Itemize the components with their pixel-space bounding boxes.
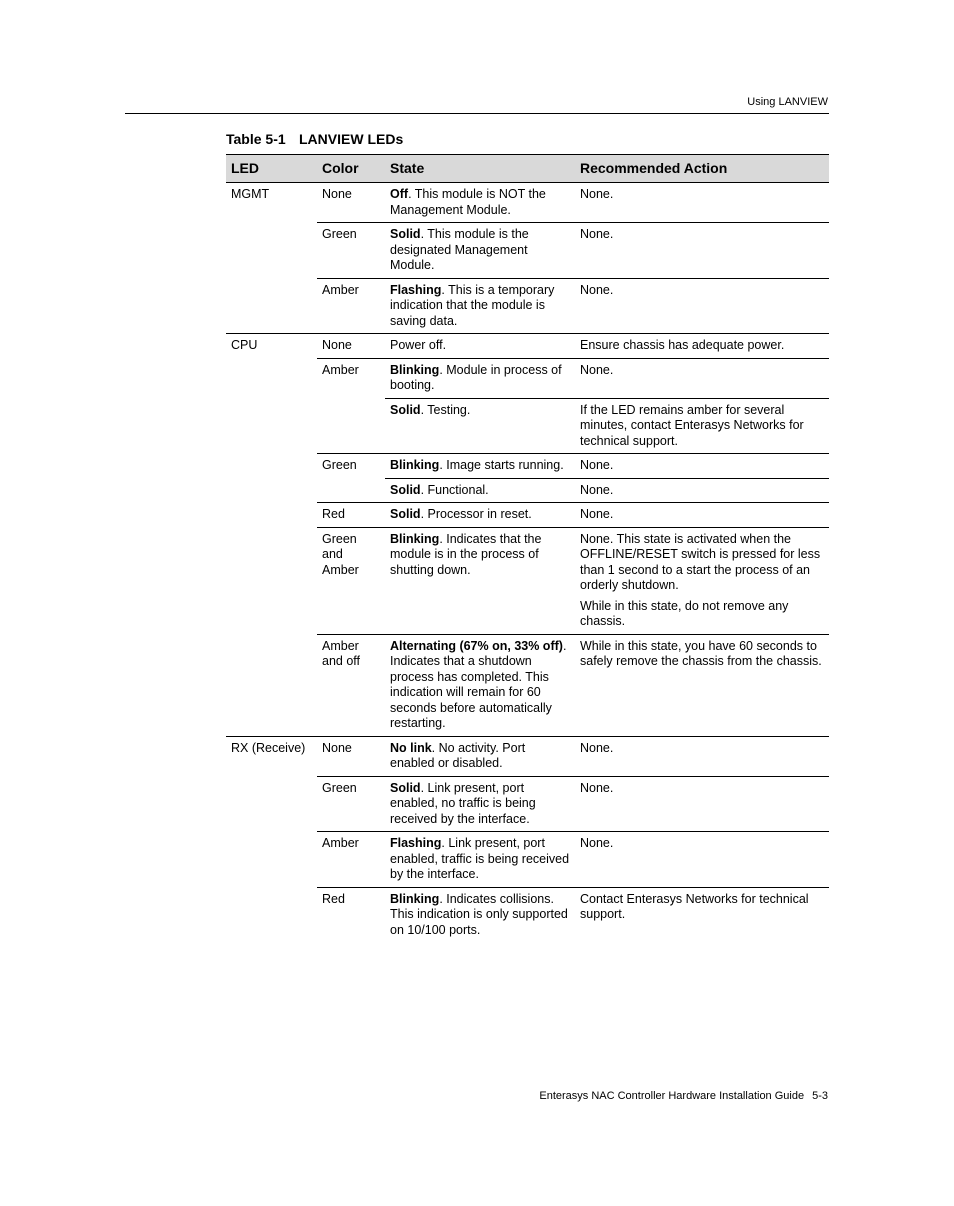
state-description: . Functional. (420, 482, 489, 497)
table-caption (226, 131, 403, 147)
state-keyword: Blinking (390, 362, 440, 377)
cell-recommended-action (575, 223, 829, 279)
cell-color: None (317, 183, 385, 223)
action-paragraph: None. (580, 507, 614, 521)
state-description: . Indicates collisions. This indication is only supported on 10/100 ports. (390, 891, 568, 937)
cell-color: Green and Amber (317, 527, 385, 634)
cell-color: Amber (317, 278, 385, 334)
state-keyword: Solid (390, 227, 421, 241)
action-paragraph: Contact Enterasys Networks for technical support. (580, 891, 809, 921)
cell-state (385, 832, 575, 888)
action-paragraph: None. (580, 458, 614, 472)
table-row (226, 776, 829, 832)
cell-recommended-action (575, 776, 829, 832)
state-description: . This module is NOT the Management Module. (390, 187, 546, 217)
cell-color: None (317, 334, 385, 359)
cell-recommended-action (575, 278, 829, 334)
action-paragraph: None. This state is activated when the OFFLINE/RESET switch is pressed for less than 1 second to a start the process of an orderly shutdown. (580, 531, 821, 592)
cell-color: Green (317, 454, 385, 503)
table-row (226, 634, 829, 736)
table-row (226, 183, 829, 223)
cell-color: Red (317, 503, 385, 528)
cell-state (385, 527, 575, 634)
cell-color: Red (317, 887, 385, 942)
state-description: . Link present, port enabled, no traffic is being received by the interface. (390, 780, 536, 826)
cell-recommended-action (575, 358, 829, 398)
column-header-recommended-action: Recommended Action (575, 155, 829, 183)
cell-led: CPU (226, 334, 317, 737)
state-description: . Image starts running. (439, 458, 564, 472)
action-paragraph: None. (580, 482, 614, 497)
cell-recommended-action (575, 832, 829, 888)
cell-recommended-action (575, 454, 829, 479)
footer-page-number: 5-3 (812, 1090, 828, 1102)
state-keyword: Flashing (390, 282, 442, 297)
state-description: . This is a temporary indication that the module is saving data. (390, 282, 555, 328)
state-description: . No activity. Port enabled or disabled. (390, 740, 526, 770)
table-row (226, 527, 829, 634)
table-row (226, 334, 829, 359)
cell-state (385, 398, 575, 454)
action-paragraph: None. (580, 836, 614, 850)
cell-color: Amber and off (317, 634, 385, 736)
header-rule (125, 113, 829, 114)
state-description: . Indicates that a shutdown process has completed. This indication will remain for 60 seconds before automatically restarting. (390, 638, 567, 730)
cell-recommended-action (575, 527, 829, 634)
cell-led: MGMT (226, 183, 317, 334)
action-paragraph: None. (580, 282, 614, 297)
cell-state (385, 478, 575, 503)
state-description: . Link present, port enabled, traffic is being received by the interface. (390, 836, 570, 881)
cell-state (385, 634, 575, 736)
cell-recommended-action (575, 503, 829, 528)
lanview-leds-table (226, 154, 829, 942)
action-paragraph: None. (580, 740, 614, 755)
cell-color: Amber (317, 358, 385, 454)
action-paragraph: If the LED remains amber for several minutes, contact Enterasys Networks for technical support. (580, 402, 804, 448)
column-header-color: Color (317, 155, 385, 183)
running-head: Using LANVIEW (747, 96, 828, 108)
state-description: Power off. (390, 338, 447, 352)
table-row (226, 278, 829, 334)
cell-color: Green (317, 776, 385, 832)
cell-recommended-action (575, 334, 829, 359)
state-keyword: Solid (390, 780, 421, 795)
cell-recommended-action (575, 478, 829, 503)
table-body (226, 183, 829, 943)
state-keyword: Solid (390, 482, 421, 497)
state-keyword: No link (390, 740, 432, 755)
footer-book-title: Enterasys NAC Controller Hardware Installation Guide (539, 1090, 805, 1102)
state-keyword: Blinking (390, 891, 440, 906)
action-paragraph: None. (580, 227, 614, 241)
cell-state (385, 183, 575, 223)
column-header-state: State (385, 155, 575, 183)
cell-recommended-action (575, 736, 829, 776)
table-row (226, 358, 829, 398)
action-paragraph: None. (580, 187, 614, 201)
cell-recommended-action (575, 634, 829, 736)
cell-state (385, 736, 575, 776)
table-number: Table 5-1 (226, 131, 286, 147)
cell-recommended-action (575, 887, 829, 942)
table-row (226, 832, 829, 888)
state-description: . Module in process of booting. (390, 362, 562, 392)
cell-color: Amber (317, 832, 385, 888)
action-paragraph: While in this state, do not remove any chassis. (580, 598, 789, 628)
column-header-led: LED (226, 155, 317, 183)
state-description: . Testing. (420, 402, 471, 417)
state-description: . Indicates that the module is in the process of shutting down. (390, 531, 542, 577)
cell-state (385, 334, 575, 359)
page-footer (539, 1090, 828, 1102)
state-keyword: Solid (390, 402, 421, 417)
table-header-row (226, 155, 829, 183)
cell-color: Green (317, 223, 385, 279)
cell-state (385, 278, 575, 334)
cell-led: RX (Receive) (226, 736, 317, 942)
table-row (226, 503, 829, 528)
state-keyword: Flashing (390, 836, 442, 850)
table-row (226, 736, 829, 776)
cell-state (385, 454, 575, 479)
action-paragraph: Ensure chassis has adequate power. (580, 338, 785, 352)
state-keyword: Solid (390, 507, 421, 521)
table-row (226, 223, 829, 279)
state-keyword: Blinking (390, 531, 440, 546)
state-description: . This module is the designated Management Module. (390, 227, 529, 272)
cell-state (385, 776, 575, 832)
table-title: LANVIEW LEDs (299, 131, 404, 147)
cell-state (385, 887, 575, 942)
cell-recommended-action (575, 398, 829, 454)
state-keyword: Off (390, 187, 409, 201)
state-keyword: Blinking (390, 458, 440, 472)
action-paragraph: While in this state, you have 60 seconds to safely remove the chassis from the chassis. (580, 638, 822, 668)
action-paragraph: None. (580, 362, 614, 377)
table-row (226, 454, 829, 479)
state-description: . Processor in reset. (420, 507, 532, 521)
state-keyword: Alternating (67% on, 33% off) (390, 638, 563, 653)
cell-recommended-action (575, 183, 829, 223)
table-row (226, 887, 829, 942)
cell-state (385, 223, 575, 279)
cell-color: None (317, 736, 385, 776)
action-paragraph: None. (580, 780, 614, 795)
cell-state (385, 358, 575, 398)
cell-state (385, 503, 575, 528)
